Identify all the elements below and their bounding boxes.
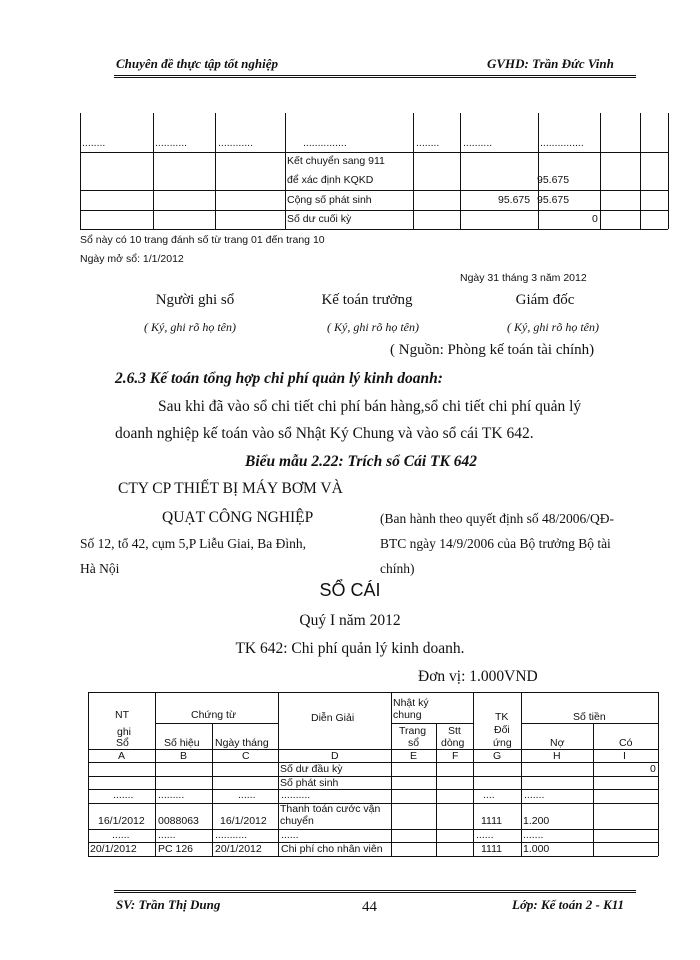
- dots-cell: ............: [218, 137, 254, 149]
- col-letter: D: [331, 750, 339, 762]
- company-line-1: CTY CP THIẾT BỊ MÁY BƠM VÀ: [118, 480, 343, 497]
- row1-voucher-date: 16/1/2012: [220, 815, 267, 827]
- col-header-date: Ngày tháng: [215, 737, 269, 749]
- signature-note-recorder: ( Ký, ghi rõ họ tên): [144, 320, 236, 334]
- dots-cell: ......: [112, 829, 130, 841]
- dots-cell: ...........: [155, 137, 188, 149]
- dots-cell: ...........: [215, 829, 248, 841]
- arising-label: Số phát sinh: [280, 777, 339, 789]
- row2-voucher: PC 126: [158, 843, 194, 855]
- signature-note-director: ( Ký, ghi rõ họ tên): [507, 320, 599, 334]
- col-header-page: sổ: [408, 737, 420, 749]
- dots-cell: ...............: [540, 137, 584, 149]
- col-header-nt: Sổ: [116, 737, 129, 749]
- carry-credit: 95.675: [537, 174, 570, 186]
- sign-date: Ngày 31 tháng 3 năm 2012: [460, 272, 587, 284]
- col-header-voucher: Chứng từ: [191, 709, 236, 721]
- header-left: Chuyên đề thực tập tốt nghiệp: [116, 56, 278, 71]
- col-header-account: Đối: [494, 724, 510, 736]
- form-title: Biểu mẫu 2.22: Trích sổ Cái TK 642: [245, 453, 477, 470]
- end-balance-value: 0: [592, 213, 598, 225]
- end-balance-label: Số dư cuối kỳ: [287, 213, 352, 225]
- address-line-1: Số 12, tổ 42, cụm 5,P Liễu Giai, Ba Đình,: [80, 536, 306, 551]
- section-title: 2.6.3 Kế toán tổng hợp chi phí quản lý kinh doanh:: [115, 370, 443, 387]
- row2-voucher-date: 20/1/2012: [215, 843, 262, 855]
- ledger-title: SỔ CÁI: [319, 580, 381, 600]
- col-letter: A: [118, 750, 126, 762]
- header-rule-2: [114, 77, 636, 78]
- paragraph-line-1: Sau khi đã vào sổ chi tiết chi phí bán hàng,sổ chi tiết chi phí quản lý: [158, 398, 582, 415]
- unit-label: Đơn vị: 1.000VND: [418, 668, 538, 685]
- col-header-journal: Nhật ký: [393, 697, 429, 709]
- col-letter: C: [242, 750, 250, 762]
- row1-description: chuyển: [280, 815, 314, 827]
- row2-debit: 1.000: [523, 843, 550, 855]
- total-debit: 95.675: [498, 194, 531, 206]
- col-letter: G: [493, 750, 502, 762]
- paragraph-line-2: doanh nghiệp kế toán vào sổ Nhật Ký Chung và vào sổ cái TK 642.: [115, 425, 534, 442]
- col-letter: H: [553, 750, 561, 762]
- dots-cell: ........: [416, 137, 440, 149]
- col-header-number: Số hiệu: [164, 737, 200, 749]
- dots-cell: ........: [82, 137, 106, 149]
- col-header-account: TK: [495, 711, 509, 723]
- row2-account: 1111: [481, 843, 503, 855]
- col-header-credit: Có: [619, 737, 633, 749]
- source-note: ( Nguồn: Phòng kế toán tài chính): [390, 342, 595, 358]
- quarter-label: Quý I năm 2012: [299, 612, 401, 629]
- account-label: TK 642: Chi phí quản lý kinh doanh.: [235, 640, 465, 657]
- row1-debit: 1.200: [523, 815, 550, 827]
- dots-cell: ...............: [303, 137, 347, 149]
- col-header-description: Diễn Giải: [311, 712, 355, 724]
- dots-cell: .........: [158, 789, 185, 801]
- total-credit: 95.675: [537, 194, 570, 206]
- col-header-debit: Nợ: [550, 737, 565, 749]
- signature-note-chief-accountant: ( Ký, ghi rõ họ tên): [327, 320, 419, 334]
- address-line-2: Hà Nội: [80, 561, 120, 576]
- signature-title-chief-accountant: Kế toán trưởng: [321, 292, 413, 308]
- footer-rule: [114, 890, 636, 891]
- row1-date: 16/1/2012: [98, 815, 145, 827]
- dots-cell: .......: [524, 789, 545, 801]
- col-header-journal: chung: [393, 709, 422, 721]
- col-header-nt: ghi: [117, 726, 132, 738]
- page-number: 44: [362, 899, 377, 915]
- col-header-amount: Số tiền: [573, 711, 606, 723]
- row2-date: 20/1/2012: [90, 843, 137, 855]
- total-label: Cộng số phát sinh: [287, 194, 372, 206]
- col-letter: F: [452, 750, 459, 762]
- carry-line-1: Kết chuyển sang 911: [287, 155, 385, 167]
- decree-line-3: chính): [380, 561, 415, 576]
- dots-cell: .......: [523, 829, 544, 841]
- header-rule: [114, 75, 636, 76]
- dots-cell: ......: [476, 829, 494, 841]
- footer-right: Lớp: Kế toán 2 - K11: [512, 897, 625, 912]
- dots-cell: ......: [238, 789, 256, 801]
- col-header-nt: NT: [115, 709, 129, 721]
- opening-balance-value: 0: [650, 763, 656, 775]
- col-letter: E: [410, 750, 418, 762]
- book-note: Sổ này có 10 trang đánh số từ trang 01 đến trang 10: [80, 234, 325, 246]
- dots-cell: ......: [281, 829, 299, 841]
- decree-line-1: (Ban hành theo quyết định số 48/2006/QĐ-: [380, 511, 614, 526]
- dots-cell: ......: [158, 829, 176, 841]
- footer-rule-2: [114, 892, 636, 893]
- row1-voucher: 0088063: [158, 815, 199, 827]
- dots-cell: ..........: [281, 789, 311, 801]
- col-header-account: ứng: [493, 737, 512, 749]
- dots-cell: .......: [113, 789, 134, 801]
- opening-balance-label: Số dư đầu kỳ: [280, 763, 343, 775]
- row2-description: Chi phí cho nhân viên: [281, 843, 383, 855]
- open-date: Ngày mở sổ: 1/1/2012: [80, 253, 184, 265]
- col-header-page: Trang: [399, 725, 427, 737]
- signature-title-director: Giám đốc: [515, 292, 575, 308]
- footer-left: SV: Trần Thị Dung: [116, 897, 221, 912]
- col-header-line: dòng: [441, 737, 465, 749]
- carry-line-2: để xác định KQKD: [287, 174, 374, 186]
- col-header-line: Stt: [448, 725, 461, 737]
- dots-cell: ....: [483, 789, 495, 801]
- dots-cell: ..........: [463, 137, 493, 149]
- decree-line-2: BTC ngày 14/9/2006 của Bộ trưởng Bộ tài: [380, 536, 611, 551]
- col-letter: I: [623, 750, 626, 762]
- row1-account: 1111: [481, 815, 503, 827]
- header-right: GVHD: Trần Đức Vinh: [487, 56, 614, 71]
- company-line-2: QUẠT CÔNG NGHIỆP: [162, 509, 314, 526]
- col-letter: B: [180, 750, 188, 762]
- row1-description: Thanh toán cước vận: [280, 803, 381, 815]
- signature-title-recorder: Người ghi sổ: [155, 292, 235, 308]
